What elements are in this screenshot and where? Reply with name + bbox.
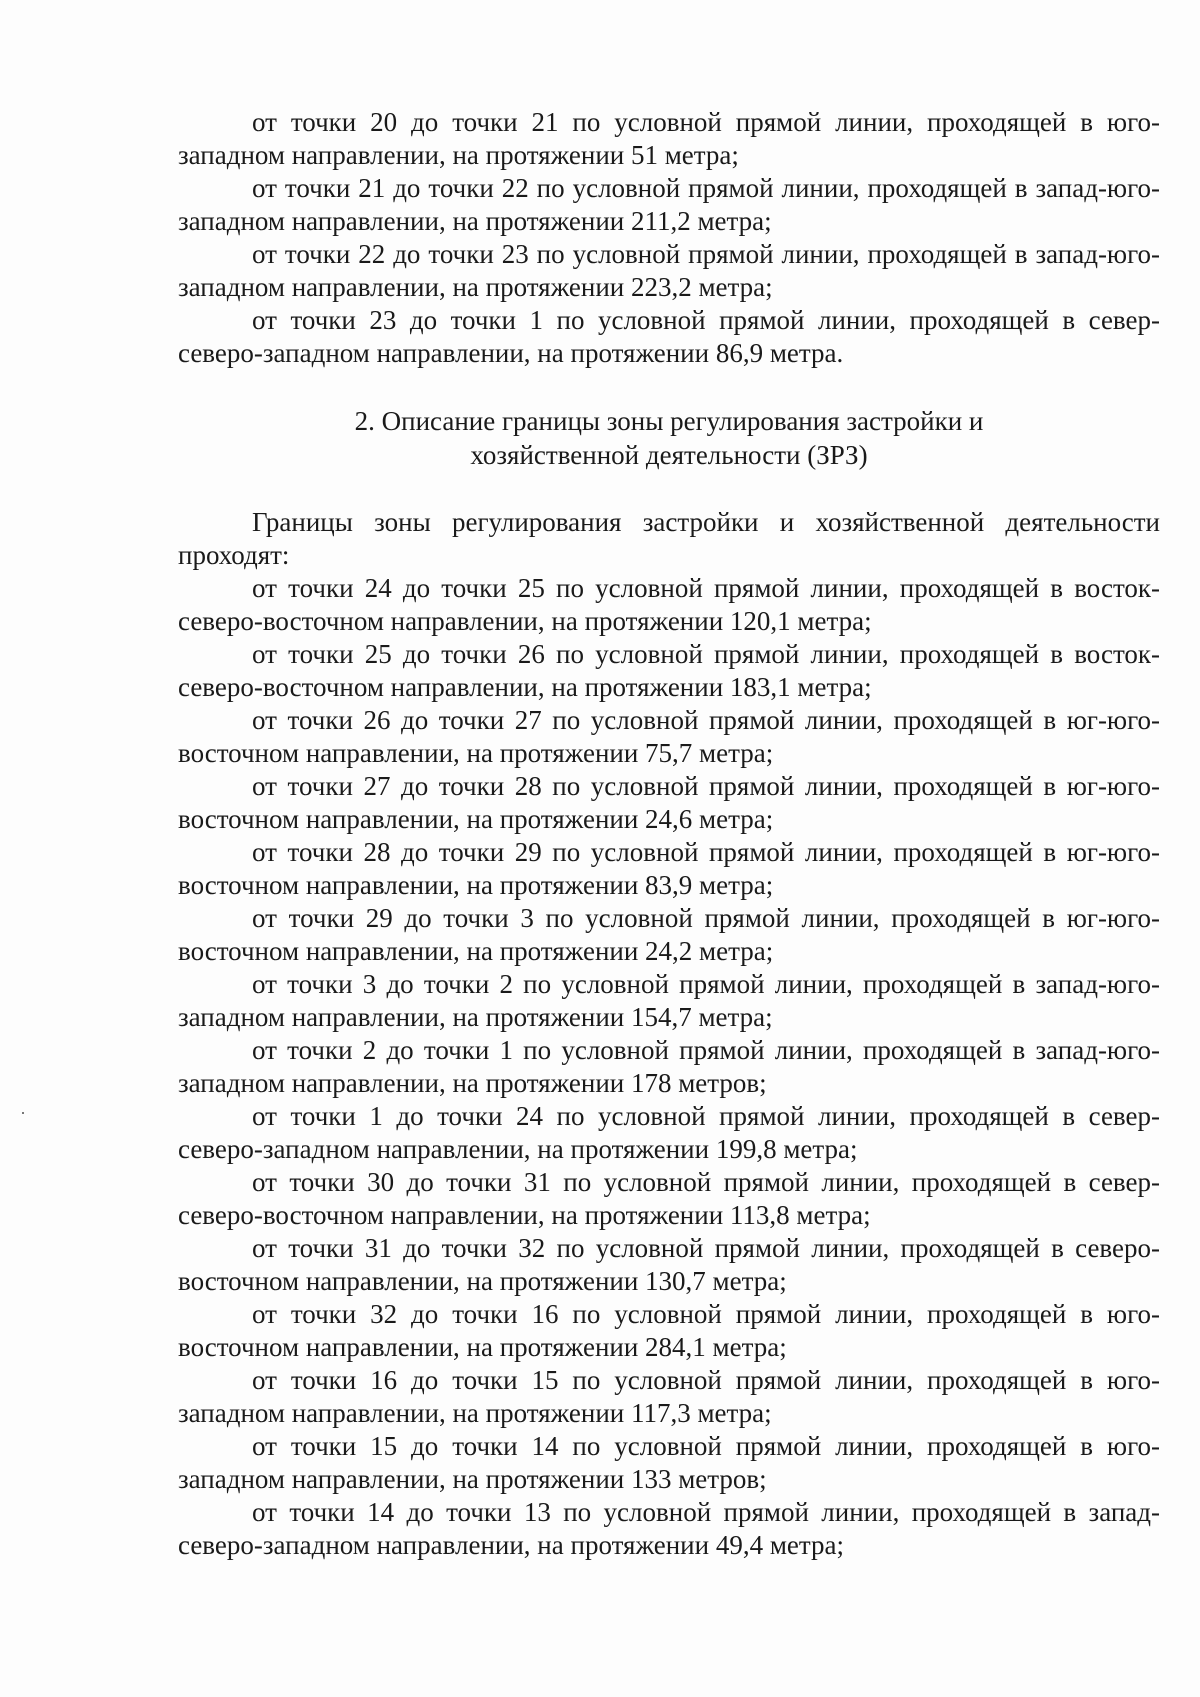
section2-intro: Границы зоны регулирования застройки и хозяйственной деятельности проходят: — [178, 507, 1160, 570]
boundary-item: от точки 24 до точки 25 по условной прямой линии, проходящей в восток-северо-восточном направлении, на протяжении 120,1 метра; — [178, 573, 1160, 636]
boundary-item: от точки 22 до точки 23 по условной прямой линии, проходящей в запад-юго-западном направлении, на протяжении 223,2 метра; — [178, 239, 1160, 302]
boundary-item: от точки 30 до точки 31 по условной прямой линии, проходящей в север-северо-восточном направлении, на протяжении 113,8 метра; — [178, 1167, 1160, 1230]
boundary-item: от точки 1 до точки 24 по условной прямой линии, проходящей в север-северо-западном направлении, на протяжении 199,8 метра; — [178, 1101, 1160, 1164]
section2-heading-line2: хозяйственной деятельности (ЗРЗ) — [470, 440, 868, 470]
boundary-item: от точки 3 до точки 2 по условной прямой линии, проходящей в запад-юго-западном направлении, на протяжении 154,7 метра; — [178, 969, 1160, 1032]
boundary-item: от точки 32 до точки 16 по условной прямой линии, проходящей в юго-восточном направлении, на протяжении 284,1 метра; — [178, 1299, 1160, 1362]
section2-heading — [178, 404, 1160, 472]
boundary-item: от точки 27 до точки 28 по условной прямой линии, проходящей в юг-юго-восточном направлении, на протяжении 24,6 метра; — [178, 771, 1160, 834]
boundary-item: от точки 20 до точки 21 по условной прямой линии, проходящей в юго-западном направлении, на протяжении 51 метра; — [178, 107, 1160, 170]
scan-speck — [22, 1112, 24, 1114]
document-body — [178, 106, 1160, 1562]
boundary-item: от точки 26 до точки 27 по условной прямой линии, проходящей в юг-юго-восточном направлении, на протяжении 75,7 метра; — [178, 705, 1160, 768]
boundary-item: от точки 15 до точки 14 по условной прямой линии, проходящей в юго-западном направлении, на протяжении 133 метров; — [178, 1431, 1160, 1494]
section2-boundary-list — [178, 506, 1160, 1562]
boundary-item: от точки 25 до точки 26 по условной прямой линии, проходящей в восток-северо-восточном направлении, на протяжении 183,1 метра; — [178, 639, 1160, 702]
boundary-item: от точки 28 до точки 29 по условной прямой линии, проходящей в юг-юго-восточном направлении, на протяжении 83,9 метра; — [178, 837, 1160, 900]
boundary-item: от точки 2 до точки 1 по условной прямой линии, проходящей в запад-юго-западном направлении, на протяжении 178 метров; — [178, 1035, 1160, 1098]
boundary-item: от точки 31 до точки 32 по условной прямой линии, проходящей в северо-восточном направлении, на протяжении 130,7 метра; — [178, 1233, 1160, 1296]
section2-heading-line1: 2. Описание границы зоны регулирования застройки и — [354, 406, 984, 436]
boundary-item: от точки 21 до точки 22 по условной прямой линии, проходящей в запад-юго-западном направлении, на протяжении 211,2 метра; — [178, 173, 1160, 236]
section1-boundary-list — [178, 106, 1160, 370]
boundary-item: от точки 14 до точки 13 по условной прямой линии, проходящей в запад-северо-западном направлении, на протяжении 49,4 метра; — [178, 1497, 1160, 1560]
boundary-item: от точки 29 до точки 3 по условной прямой линии, проходящей в юг-юго-восточном направлении, на протяжении 24,2 метра; — [178, 903, 1160, 966]
boundary-item: от точки 23 до точки 1 по условной прямой линии, проходящей в север-северо-западном направлении, на протяжении 86,9 метра. — [178, 305, 1160, 368]
boundary-item: от точки 16 до точки 15 по условной прямой линии, проходящей в юго-западном направлении, на протяжении 117,3 метра; — [178, 1365, 1160, 1428]
